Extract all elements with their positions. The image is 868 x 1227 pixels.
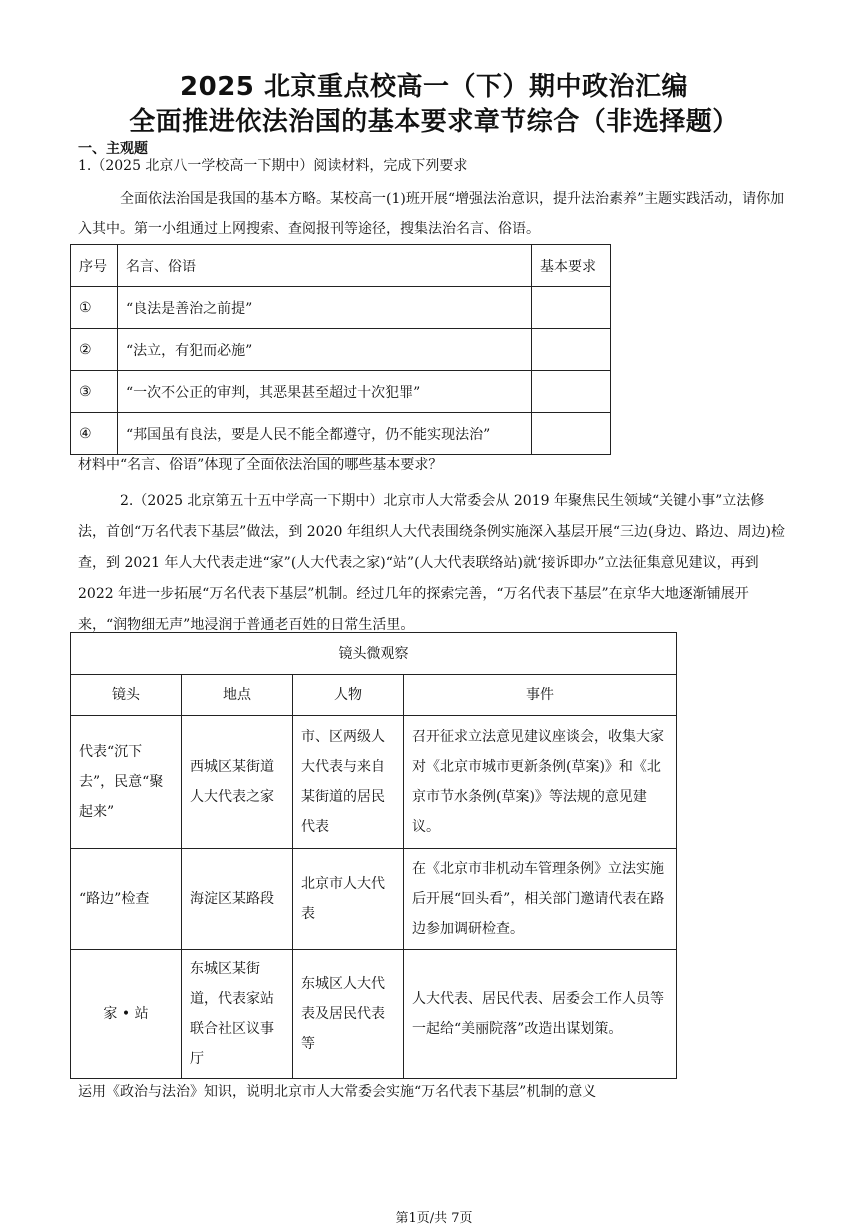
header-event: 事件 <box>404 675 677 716</box>
table-row <box>71 329 611 371</box>
cell-people: 北京市人大代表 <box>293 849 404 950</box>
header-requirement: 基本要求 <box>532 245 611 287</box>
row-saying: “邦国虽有良法，要是人民不能全都遵守，仍不能实现法治” <box>118 413 532 455</box>
question-1-prompt: 材料中“名言、俗语”体现了全面依法治国的哪些基本要求？ <box>78 457 443 473</box>
cell-place: 西城区某街道人大代表之家 <box>182 716 293 849</box>
observation-table <box>70 632 677 1079</box>
cell-shot: “路边”检查 <box>71 849 182 950</box>
table-row <box>71 716 677 849</box>
row-requirement <box>532 371 611 413</box>
row-requirement <box>532 287 611 329</box>
table-row <box>71 371 611 413</box>
cell-event: 召开征求立法意见建议座谈会，收集大家对《北京市城市更新条例(草案)》和《北京市节水条例(草案)》等法规的意见建议。 <box>404 716 677 849</box>
table-row <box>71 413 611 455</box>
page-number: 第1页/共 7页 <box>395 1211 473 1226</box>
cell-shot: 代表“沉下去”，民意“聚起来” <box>71 716 182 849</box>
table-row <box>71 849 677 950</box>
header-people: 人物 <box>293 675 404 716</box>
cell-people: 市、区两级人大代表与来自某街道的居民代表 <box>293 716 404 849</box>
table-row <box>71 950 677 1079</box>
row-no: ② <box>71 329 118 371</box>
question-1-material: 全面依法治国是我国的基本方略。某校高一(1)班开展“增强法治意识，提升法治素养”主题实践活动，请你加入其中。第一小组通过上网搜索、查阅报刊等途径，搜集法治名言、俗语。 <box>78 191 785 237</box>
header-shot: 镜头 <box>71 675 182 716</box>
section-heading: 一、主观题 <box>78 141 148 157</box>
table-header-row <box>71 245 611 287</box>
header-saying: 名言、俗语 <box>118 245 532 287</box>
row-no: ③ <box>71 371 118 413</box>
row-saying: “一次不公正的审判，其恶果甚至超过十次犯罪” <box>118 371 532 413</box>
header-no: 序号 <box>71 245 118 287</box>
header-place: 地点 <box>182 675 293 716</box>
document-subtitle: 全面推进依法治国的基本要求章节综合（非选择题） <box>129 107 739 137</box>
document-title: 2025 北京重点校高一（下）期中政治汇编 <box>180 72 688 102</box>
row-saying: “良法是善治之前提” <box>118 287 532 329</box>
table-header-row <box>71 675 677 716</box>
row-saying: “法立，有犯而必施” <box>118 329 532 371</box>
question-2-material: 2.（2025 北京第五十五中学高一下期中）北京市人大常委会从 2019 年聚焦民生领域“关键小事”立法修法，首创“万名代表下基层”做法，到 2020 年组织人大代表围绕条例实施深入基层开展“三边(身边、路边、周边)检查，到 2021 年人大代表走进“家”(人大代表之家)“站”(人大代表联络站)就‘接诉即办”立法征集意见建议，再到 2022 年进一步拓展“万名代表下基层”机制。经过几年的探索完善，“万名代表下基层”在京华大地逐渐铺展开来，“润物细无声”地浸润于普通老百姓的日常生活里。 <box>78 493 785 633</box>
sayings-table <box>70 244 611 455</box>
cell-place: 东城区某街道，代表家站联合社区议事厅 <box>182 950 293 1079</box>
cell-people: 东城区人大代表及居民代表等 <box>293 950 404 1079</box>
cell-event: 在《北京市非机动车管理条例》立法实施后开展“回头看”，相关部门邀请代表在路边参加调研检查。 <box>404 849 677 950</box>
table-caption-row <box>71 633 677 675</box>
question-1-head: 1.（2025 北京八一学校高一下期中）阅读材料，完成下列要求 <box>78 158 468 174</box>
row-no: ① <box>71 287 118 329</box>
row-requirement <box>532 329 611 371</box>
row-requirement <box>532 413 611 455</box>
table-caption: 镜头微观察 <box>71 633 677 675</box>
question-2-prompt: 运用《政治与法治》知识，说明北京市人大常委会实施“万名代表下基层”机制的意义 <box>78 1084 597 1100</box>
row-no: ④ <box>71 413 118 455</box>
table-row <box>71 287 611 329</box>
cell-event: 人大代表、居民代表、居委会工作人员等一起给“美丽院落”改造出谋划策。 <box>404 950 677 1079</box>
cell-shot: 家 • 站 <box>71 950 182 1079</box>
cell-place: 海淀区某路段 <box>182 849 293 950</box>
